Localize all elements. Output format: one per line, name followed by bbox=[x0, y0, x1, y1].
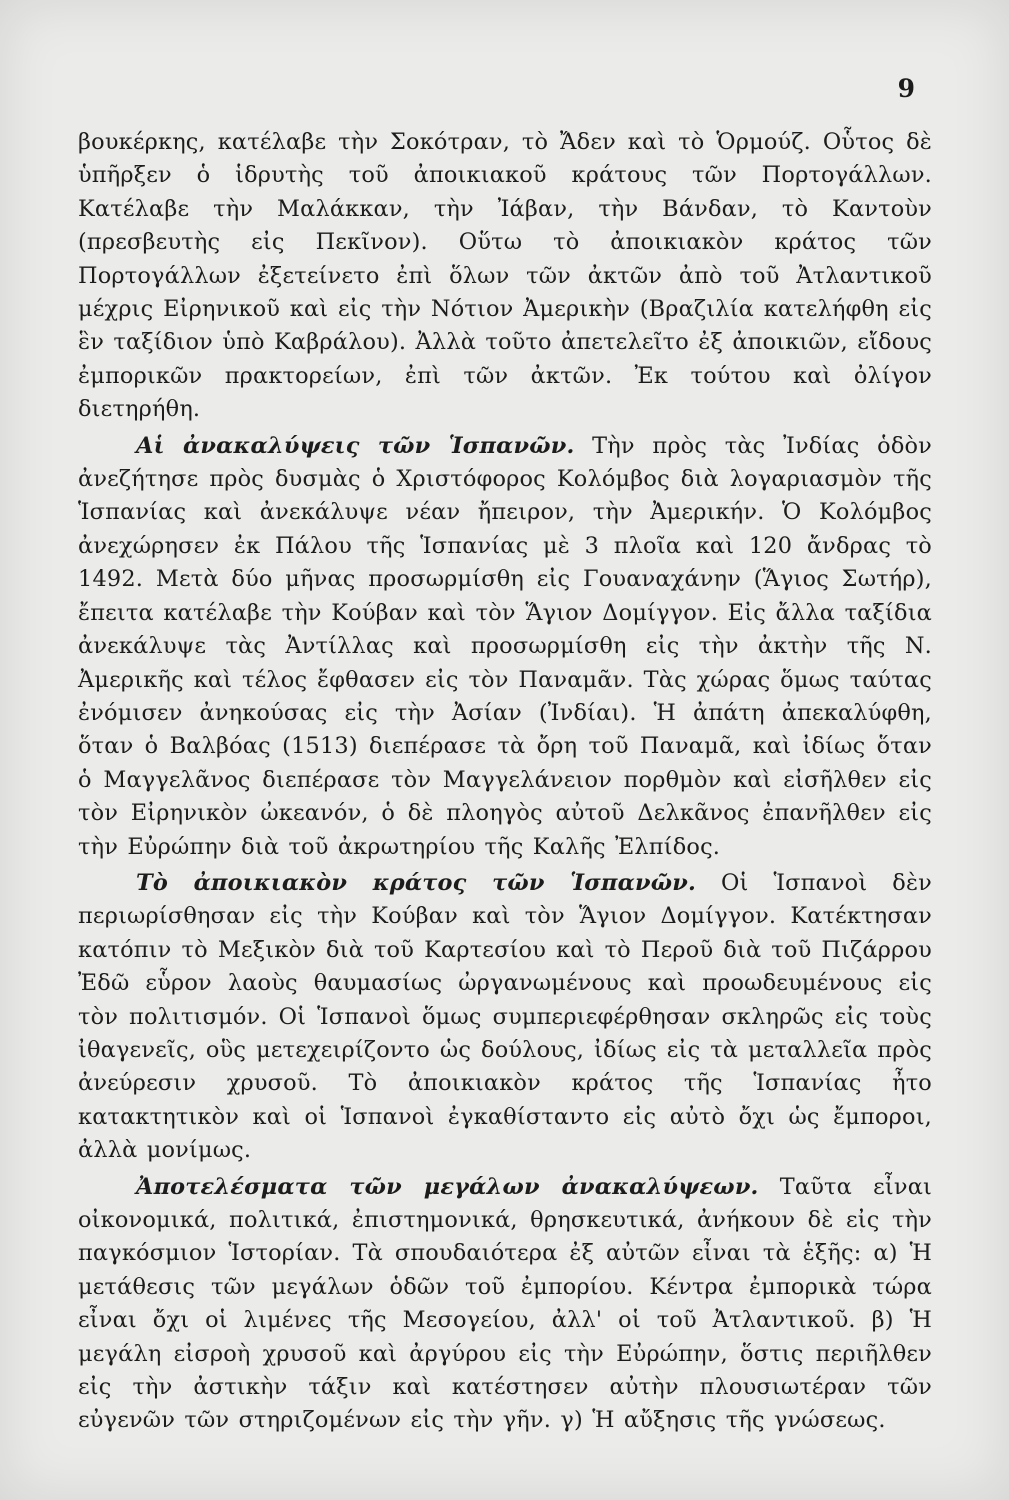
paragraph-text: βουκέρκης, κατέλαβε τὴν Σοκότραν, τὸ Ἄδεν καὶ τὸ Ὁρμούζ. Οὗτος δὲ ὑπῆρξεν ὁ ἱδρυτὴς τοῦ ἀποικιακοῦ κράτους τῶν Πορτογάλλων. Κατέλαβε τὴν Μαλάκκαν, τὴν Ἰάβαν, τὴν Βάνδαν, τὸ Καντοὺν (πρεσβευτὴς εἰς Πεκῖνον). Οὕτω τὸ ἀποικιακὸν κράτος τῶν Πορτογάλλων ἐξετείνετο ἐπὶ ὅλων τῶν ἀκτῶν ἀπὸ τοῦ Ἀτλαντικοῦ μέχρις Εἰρηνικοῦ καὶ εἰς τὴν Νότιον Ἀμερικὴν (Βραζιλία κατελήφθη εἰς ἓν ταξίδιον ὑπὸ Καβράλου). Ἀλλὰ τοῦτο ἀπετελεῖτο ἐξ ἀποικιῶν, εἴδους ἐμπορικῶν πρακτορείων, ἐπὶ τῶν ἀκτῶν. Ἐκ τούτου καὶ ὀλίγον διετηρήθη. bbox=[78, 129, 932, 423]
section-heading: Ἀποτελέσματα τῶν μεγάλων ἀνακαλύψεων. bbox=[136, 1173, 759, 1200]
page-number: 9 bbox=[897, 74, 915, 103]
body-text bbox=[78, 126, 932, 1438]
paragraph-consequences bbox=[78, 1171, 932, 1438]
paragraph-spanish-empire bbox=[78, 867, 932, 1168]
paragraph-portuguese-empire bbox=[78, 126, 932, 427]
paragraph-text: Τὴν πρὸς τὰς Ἰνδίας ὁδὸν ἀνεζήτησε πρὸς δυσμὰς ὁ Χριστόφορος Κολόμβος διὰ λογαριασμὸν τῆς Ἱσπανίας καὶ ἀνεκάλυψε νέαν ἤπειρον, τὴν Ἀμερικήν. Ὁ Κολόμβος ἀνεχώρησεν ἐκ Πάλου τῆς Ἱσπανίας μὲ 3 πλοῖα καὶ 120 ἄνδρας τὸ 1492. Μετὰ δύο μῆνας προσωρμίσθη εἰς Γουαναχάνην (Ἅγιος Σωτήρ), ἔπειτα κατέλαβε τὴν Κούβαν καὶ τὸν Ἅγιον Δομίγγον. Εἰς ἄλλα ταξίδια ἀνεκάλυψε τὰς Ἀντίλλας καὶ προσωρμίσθη εἰς τὴν ἀκτὴν τῆς Ν. Ἀμερικῆς καὶ τέλος ἔφθασεν εἰς τὸν Παναμᾶν. Τὰς χώρας ὅμως ταύτας ἐνόμισεν ἀνηκούσας εἰς τὴν Ἀσίαν (Ἰνδίαι). Ἡ ἀπάτη ἀπεκαλύφθη, ὅταν ὁ Βαλβόας (1513) διεπέρασε τὰ ὄρη τοῦ Παναμᾶ, καὶ ἰδίως ὅταν ὁ Μαγγελᾶνος διεπέρασε τὸν Μαγγελάνειον πορθμὸν καὶ εἰσῆλθεν εἰς τὸν Εἰρηνικὸν ὠκεανόν, ὁ δὲ πλοηγὸς αὐτοῦ Δελκᾶνος ἐπανῆλθεν εἰς τὴν Εὐρώπην διὰ τοῦ ἀκρωτηρίου τῆς Καλῆς Ἐλπίδος. bbox=[78, 432, 932, 860]
section-heading: Αἱ ἀνακαλύψεις τῶν Ἱσπανῶν. bbox=[136, 432, 575, 459]
paragraph-text: Ταῦτα εἶναι οἰκονομικά, πολιτικά, ἐπιστημονικά, θρησκευτικά, ἀνήκουν δὲ εἰς τὴν παγκόσμιον Ἱστορίαν. Τὰ σπουδαιότερα ἐξ αὐτῶν εἶναι τὰ ἑξῆς: α) Ἡ μετάθεσις τῶν μεγάλων ὁδῶν τοῦ ἐμπορίου. Κέντρα ἐμπορικὰ τώρα εἶναι ὄχι οἱ λιμένες τῆς Μεσογείου, ἀλλ' οἱ τοῦ Ἀτλαντικοῦ. β) Ἡ μεγάλη εἰσροὴ χρυσοῦ καὶ ἀργύρου εἰς τὴν Εὐρώπην, ὅστις περιῆλθεν εἰς τὴν ἀστικὴν τάξιν καὶ κατέστησεν αὐτὴν πλουσιωτέραν τῶν εὐγενῶν τῶν στηριζομένων εἰς τὴν γῆν. γ) Ἡ αὔξησις τῆς γνώσεως. bbox=[78, 1173, 932, 1434]
section-heading: Τὸ ἀποικιακὸν κράτος τῶν Ἱσπανῶν. bbox=[136, 869, 697, 896]
paragraph-spanish-discoveries bbox=[78, 430, 932, 864]
paragraph-text: Οἱ Ἱσπανοὶ δὲν περιωρίσθησαν εἰς τὴν Κούβαν καὶ τὸν Ἅγιον Δομίγγον. Κατέκτησαν κατόπιν τὸ Μεξικὸν διὰ τοῦ Καρτεσίου καὶ τὸ Περοῦ διὰ τοῦ Πιζάρρου Ἐδῶ εὗρον λαοὺς θαυμασίως ὠργανωμένους καὶ προωδευμένους εἰς τὸν πολιτισμόν. Οἱ Ἱσπανοὶ ὅμως συμπεριεφέρθησαν σκληρῶς εἰς τοὺς ἰθαγενεῖς, οὓς μετεχειρίζοντο ὡς δούλους, ἰδίως εἰς τὰ μεταλλεῖα πρὸς ἀνεύρεσιν χρυσοῦ. Τὸ ἀποικιακὸν κράτος τῆς Ἱσπανίας ἦτο κατακτητικὸν καὶ οἱ Ἱσπανοὶ ἐγκαθίσταντο εἰς αὐτὸ ὄχι ὡς ἔμποροι, ἀλλὰ μονίμως. bbox=[78, 869, 932, 1164]
